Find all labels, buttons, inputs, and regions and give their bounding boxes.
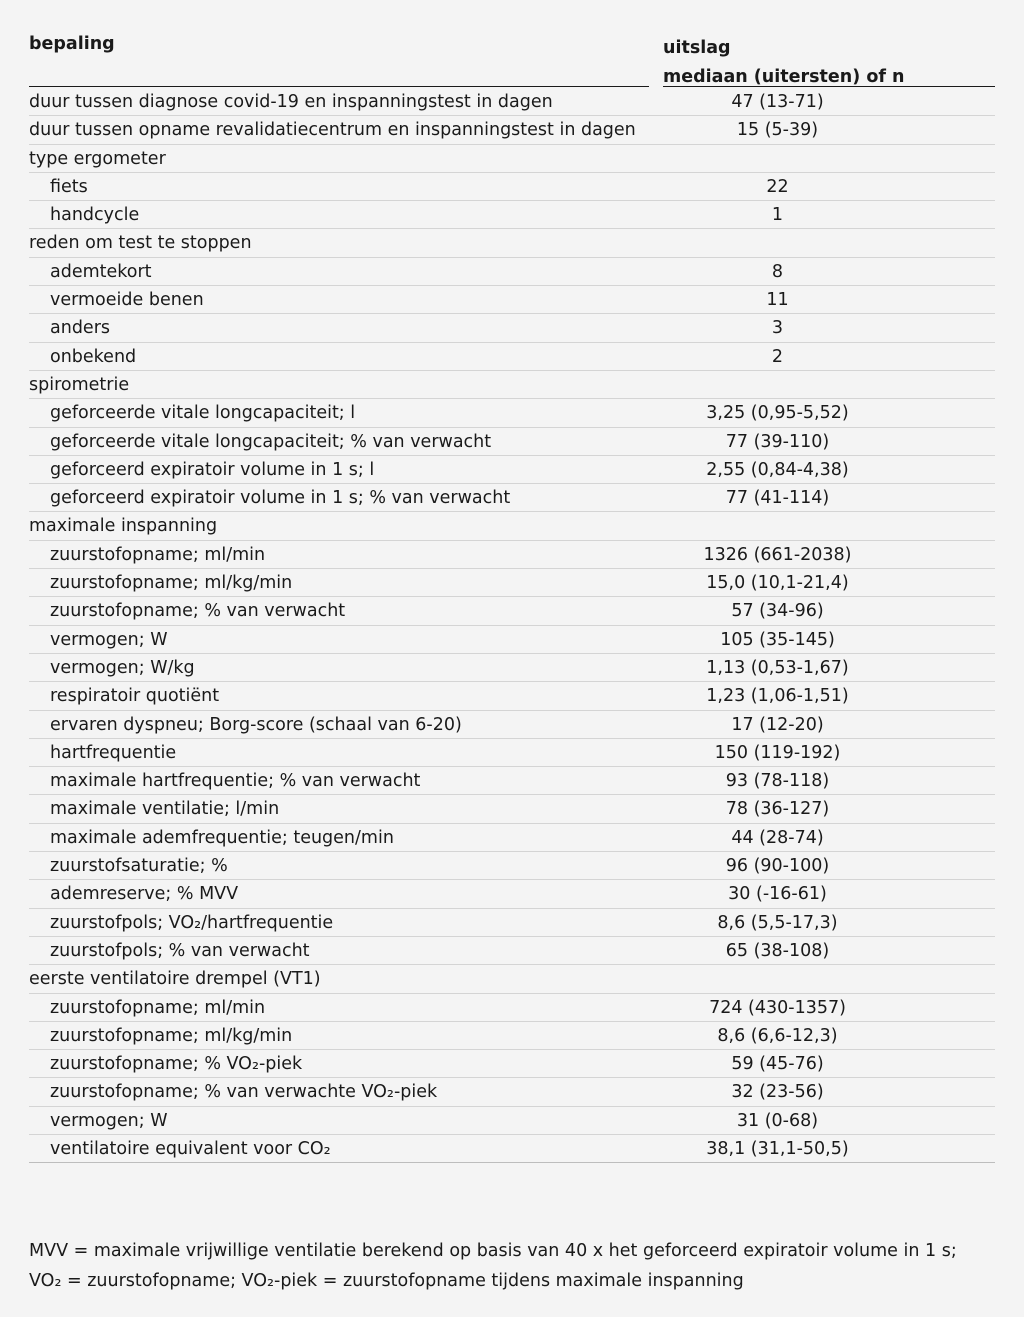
row-label: spirometrie [29,374,130,395]
row-value: 11 [766,290,789,311]
row-label: zuurstofopname; ml/min [50,544,266,565]
table-row [29,286,995,314]
row-value: 65 (38-108) [725,940,830,961]
row-label: fiets [50,176,88,197]
row-label: maximale hartfrequentie; % van verwacht [50,771,421,792]
row-label: ademreserve; % MVV [50,884,239,905]
row-value: 17 (12-20) [731,714,824,735]
row-label: geforceerd expiratoir volume in 1 s; l [50,459,375,480]
row-label: zuurstofopname; % van verwacht [50,601,346,622]
row-value: 15,0 (10,1-21,4) [706,573,849,594]
table-row [29,880,995,908]
row-value: 22 [766,176,789,197]
row-value: 77 (41-114) [725,488,830,509]
row-value: 724 (430-1357) [709,997,846,1018]
row-label: maximale inspanning [29,516,218,537]
header-bepaling: bepaling [29,34,115,54]
table-row [29,1135,995,1163]
table-row [29,399,995,427]
row-value: 78 (36-127) [725,799,830,820]
row-label: type ergometer [29,148,166,169]
table-row [29,569,995,597]
footnote-line-2: VO₂ = zuurstofopname; VO₂-piek = zuurstofopname tijdens maximale inspanning [29,1270,744,1291]
row-value: 30 (-16-61) [728,884,827,905]
row-label: zuurstofopname; % VO₂-piek [50,1054,303,1075]
row-value: 38,1 (31,1-50,5) [706,1138,849,1159]
row-label: hartfrequentie [50,742,177,763]
table-row [29,1078,995,1106]
row-value: 44 (28-74) [731,827,824,848]
table-row [29,1107,995,1135]
row-label: geforceerd expiratoir volume in 1 s; % van verwacht [50,488,511,509]
row-label: vermogen; W [50,1110,168,1131]
header-rule-left [29,86,649,87]
row-label: zuurstofopname; ml/min [50,997,266,1018]
table-row [29,824,995,852]
table-row [29,145,995,173]
row-value: 1326 (661-2038) [703,544,852,565]
table-row [29,343,995,371]
table-row [29,258,995,286]
row-value: 8,6 (6,6-12,3) [717,1025,838,1046]
row-value: 93 (78-118) [725,771,830,792]
header-rule-right [663,86,995,87]
table-row [29,201,995,229]
row-value: 96 (90-100) [725,856,830,877]
table-row [29,116,995,144]
table-body [29,88,995,1163]
row-value: 47 (13-71) [731,92,824,112]
row-label: ervaren dyspneu; Borg-score (schaal van 6-20) [50,714,462,735]
table-row [29,428,995,456]
row-label: zuurstofpols; VO₂/hartfrequentie [50,912,334,933]
header-uitslag-line1: uitslag [663,38,731,58]
header-uitslag [663,34,905,92]
row-value: 2,55 (0,84-4,38) [706,459,849,480]
row-label: zuurstofsaturatie; % [50,856,228,877]
row-value: 15 (5-39) [736,120,819,141]
row-value: 105 (35-145) [720,629,835,650]
table-row [29,711,995,739]
row-value: 3,25 (0,95-5,52) [706,403,849,424]
row-value: 150 (119-192) [714,742,841,763]
table-row [29,88,995,116]
table-row [29,597,995,625]
row-label: zuurstofpols; % van verwacht [50,940,310,961]
table-row [29,229,995,257]
row-label: geforceerde vitale longcapaciteit; l [50,403,356,424]
table-row [29,767,995,795]
row-value: 3 [771,318,784,339]
row-label: eerste ventilatoire drempel (VT1) [29,969,321,990]
table-row [29,626,995,654]
table-row [29,173,995,201]
table-row [29,314,995,342]
row-value: 31 (0-68) [736,1110,819,1131]
row-value: 1,13 (0,53-1,67) [706,657,849,678]
row-value: 57 (34-96) [731,601,824,622]
row-label: vermogen; W [50,629,168,650]
row-label: handcycle [50,205,140,226]
row-label: ventilatoire equivalent voor CO₂ [50,1138,331,1159]
footnote [29,1237,957,1296]
footnote-line-1: MVV = maximale vrijwillige ventilatie berekend op basis van 40 x het geforceerd expiratoir volume in 1 s; [29,1241,957,1261]
row-value: 59 (45-76) [731,1054,824,1075]
row-label: duur tussen diagnose covid-19 en inspanningstest in dagen [29,92,553,112]
row-value: 2 [771,346,784,367]
table-row [29,654,995,682]
table-row [29,852,995,880]
table-row [29,371,995,399]
row-value: 1 [771,205,784,226]
table-row [29,739,995,767]
table-row [29,795,995,823]
table-row [29,456,995,484]
row-label: zuurstofopname; ml/kg/min [50,573,293,594]
row-label: onbekend [50,346,137,367]
row-label: maximale ventilatie; l/min [50,799,280,820]
table-header [29,32,995,88]
row-label: duur tussen opname revalidatiecentrum en inspanningstest in dagen [29,120,636,141]
row-label: vermogen; W/kg [50,657,195,678]
table-row [29,994,995,1022]
table-row [29,909,995,937]
row-label: zuurstofopname; ml/kg/min [50,1025,293,1046]
header-uitslag-line2: mediaan (uitersten) of n [663,67,905,87]
row-label: reden om test te stoppen [29,233,252,254]
row-label: zuurstofopname; % van verwachte VO₂-piek [50,1082,438,1103]
row-value: 32 (23-56) [731,1082,824,1103]
table-row [29,1022,995,1050]
row-value: 8 [771,261,784,282]
row-value: 77 (39-110) [725,431,830,452]
results-table [29,32,995,1163]
table-row [29,965,995,993]
row-label: maximale ademfrequentie; teugen/min [50,827,394,848]
row-label: ademtekort [50,261,152,282]
table-row [29,682,995,710]
table-row [29,1050,995,1078]
row-label: respiratoir quotiënt [50,686,220,707]
row-value: 8,6 (5,5-17,3) [717,912,838,933]
row-label: vermoeide benen [50,290,204,311]
table-row [29,541,995,569]
row-value: 1,23 (1,06-1,51) [706,686,849,707]
row-label: geforceerde vitale longcapaciteit; % van verwacht [50,431,492,452]
table-row [29,512,995,540]
table-row [29,484,995,512]
row-label: anders [50,318,111,339]
table-row [29,937,995,965]
